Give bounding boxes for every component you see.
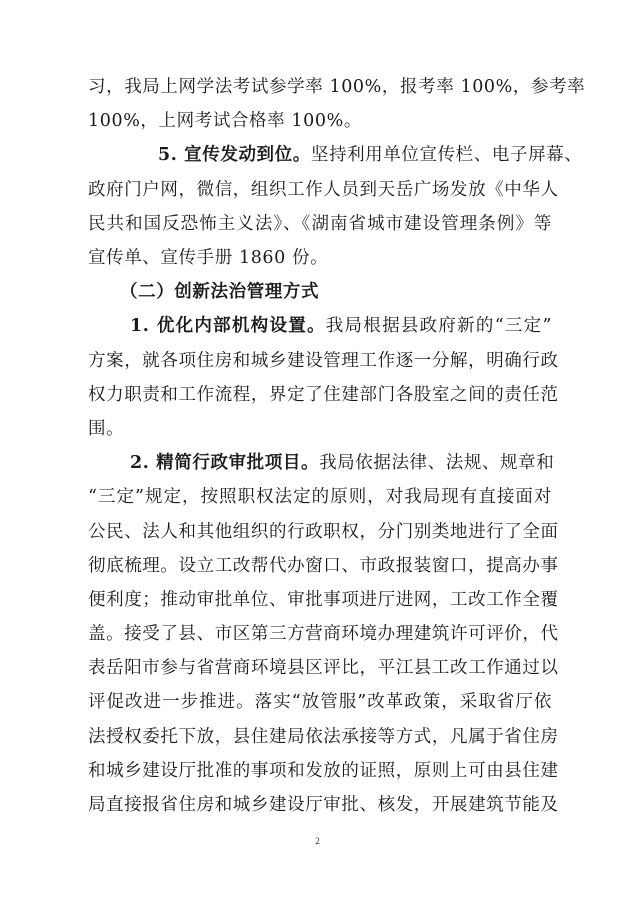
item-1-heading: 1. 优化内部机构设置。: [130, 316, 326, 337]
paragraph-item-2: [130, 453, 555, 474]
section-heading: （二）创新法治管理方式: [120, 282, 320, 303]
paragraph-line: 围。: [88, 418, 125, 439]
paragraph-line: 便利度；推动审批单位、审批事项进厅进网，工改工作全覆: [88, 589, 559, 610]
paragraph-line: 习，我局上网学法考试参学率 100%，报考率 100%，参考率: [88, 77, 586, 97]
paragraph-line: 宣传单、宣传手册 1860 份。: [88, 248, 329, 268]
item-5-heading: 5. 宣传发动到位。: [158, 145, 311, 166]
paragraph-line: 100%，上网考试合格率 100%。: [88, 111, 362, 132]
page-number: 2: [315, 836, 320, 846]
paragraph-line: 盖。接受了县、市区第三方营商环境办理建筑许可评价，代: [88, 624, 559, 644]
paragraph-line: 法授权委托下放，县住建局依法承接等方式，凡属于省住房: [88, 726, 559, 747]
paragraph-line: 和城乡建设厅批准的事项和发放的证照，原则上可由县住建: [88, 760, 559, 781]
paragraph-line: 评促改进一步推进。落实“放管服”改革政策，采取省厅依: [88, 692, 552, 713]
paragraph-line: 公民、法人和其他组织的行政职权，分门别类地进行了全面: [88, 521, 559, 542]
item-5-text: 坚持利用单位宣传栏、电子屏幕、: [310, 145, 583, 166]
paragraph-line: 表岳阳市参与省营商环境县区评比，平江县工改工作通过以: [88, 658, 559, 679]
paragraph-line: 彻底梳理。设立工改帮代办窗口、市政报装窗口，提高办事: [88, 555, 559, 576]
paragraph-item-1: [130, 318, 552, 336]
item-2-heading: 2. 精简行政审批项目。: [130, 453, 320, 474]
item-1-text: 我局根据县政府新的“三定”: [325, 316, 552, 337]
paragraph-line: 政府门户网，微信，组织工作人员到天岳广场发放《中华人: [88, 179, 559, 200]
item-2-text: 我局依据法律、法规、规章和: [319, 453, 555, 474]
paragraph-line: 局直接报省住房和城乡建设厅审批、核发，开展建筑节能及: [88, 795, 559, 815]
paragraph-line: 权力职责和工作流程，界定了住建部门各股室之间的责任范: [88, 384, 559, 405]
paragraph-line: 民共和国反恐怖主义法》、《湖南省城市建设管理条例》等: [88, 213, 552, 234]
paragraph-line: 方案，就各项住房和城乡建设管理工作逐一分解，明确行政: [88, 350, 559, 371]
paragraph-item-5: [158, 145, 583, 166]
paragraph-line: “三定”规定，按照职权法定的原则，对我局现有直接面对: [88, 487, 552, 508]
